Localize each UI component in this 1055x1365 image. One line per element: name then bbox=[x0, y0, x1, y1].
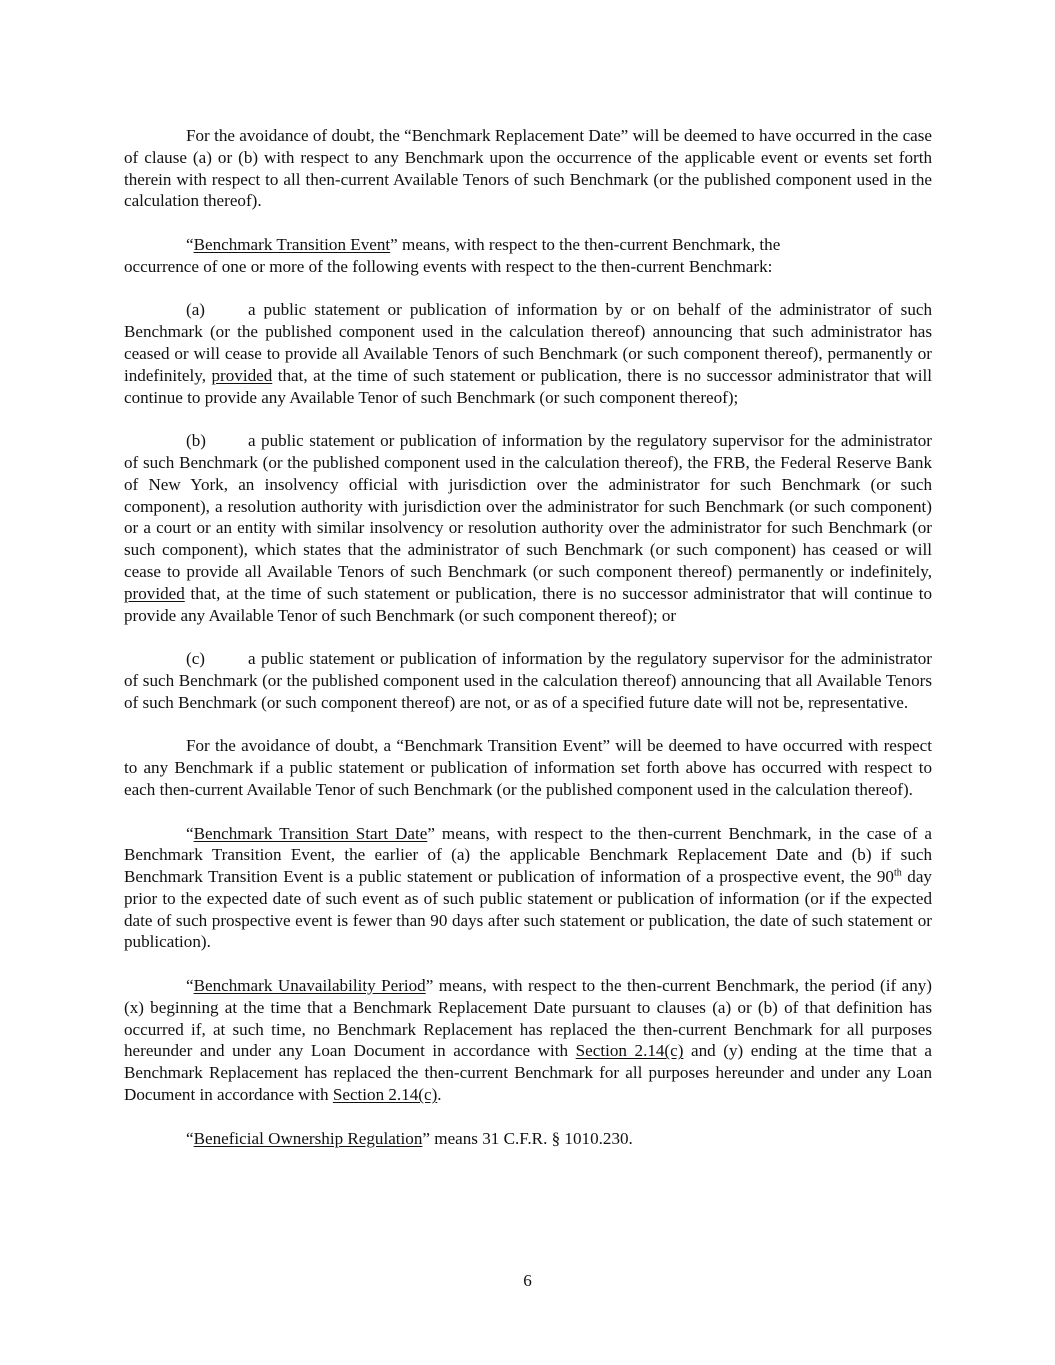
ordinal-superscript: th bbox=[893, 867, 902, 879]
clause-label: (a) bbox=[186, 300, 205, 320]
clause-c: (c) a public statement or publication of information by the regulatory supervisor for the administrator of such Benchmark (or the published component used in the calculation thereof) announcing that all Available Tenors of such Benchmark (or such component thereof) are not, or as of a specified future date will not be, representative. bbox=[124, 649, 932, 712]
page-number: 6 bbox=[523, 1271, 532, 1290]
document-page bbox=[124, 125, 932, 1149]
defined-term: Beneficial Ownership Regulation bbox=[193, 1128, 423, 1148]
clause-label: (b) bbox=[186, 431, 206, 451]
definition-intro-continuation: occurrence of one or more of the following events with respect to the then-current Benchmark: bbox=[124, 256, 773, 276]
paragraph-replacement-date-note: For the avoidance of doubt, the “Benchmark Replacement Date” will be deemed to have occurred in the case of clause (a) or (b) with respect to any Benchmark upon the occurrence of the applicable event or events set forth therein with respect to all then-current Available Tenors of such Benchmark (or the published component used in the calculation thereof). bbox=[124, 126, 932, 211]
definition-benchmark-transition-start-date: “Benchmark Transition Start Date” means, with respect to the then-current Benchmark, in the case of a Benchmark Transition Event, the earlier of (a) the applicable Benchmark Replacement Date and (b) if such Benchmark Transition Event is a public statement or publication of information of a prospective event, the 90th day prior to the expected date of such event as of such public statement or publication of information (or if the expected date of such prospective event is fewer than 90 days after such statement or publication, the date of such statement or publication). bbox=[124, 823, 932, 952]
clause-b: (b) a public statement or publication of information by the regulatory supervisor for the administrator of such Benchmark (or the published component used in the calculation thereof), the FRB, the Federal Reserve Bank of New York, an insolvency official with jurisdiction over the administrator for such Benchmark (or such component), a resolution authority with jurisdiction over the administrator for such Benchmark (or such component) or a court or an entity with similar insolvency or resolution authority over the administrator for such Benchmark (or such component), which states that the administrator of such Benchmark (or such component) has ceased or will cease to provide all Available Tenors of such Benchmark (or such component thereof) permanently or indefinitely, provided that, at the time of such statement or publication, there is no successor administrator that will continue to provide any Available Tenor of such Benchmark (or such component thereof); or bbox=[124, 431, 932, 625]
defined-term: Benchmark Transition Event bbox=[193, 234, 391, 254]
defined-term: Benchmark Unavailability Period bbox=[193, 976, 426, 996]
definition-benchmark-unavailability-period: “Benchmark Unavailability Period” means, with respect to the then-current Benchmark, the period (if any) (x) beginning at the time that a Benchmark Replacement Date pursuant to clauses (a) or (b) of that definition has occurred if, at such time, no Benchmark Replacement has replaced the then-current Benchmark for all purposes hereunder and under any Loan Document in accordance with Section 2.14(c) and (y) ending at the time that a Benchmark Replacement has replaced the then-current Benchmark for all purposes hereunder and under any Loan Document in accordance with Section 2.14(c). bbox=[124, 976, 932, 1105]
provided-term: provided bbox=[211, 365, 273, 385]
section-reference: Section 2.14(c) bbox=[575, 1041, 684, 1061]
definition-benchmark-transition-event bbox=[124, 234, 932, 278]
definition-intro-line: “Benchmark Transition Event” means, with respect to the then-current Benchmark, the bbox=[186, 234, 781, 254]
paragraph-transition-event-note: For the avoidance of doubt, a “Benchmark Transition Event” will be deemed to have occurred with respect to any Benchmark if a public statement or publication of information set forth above has occurred with respect to each then-current Available Tenor of such Benchmark (or the published component used in the calculation thereof). bbox=[124, 736, 932, 799]
provided-term: provided bbox=[124, 583, 185, 603]
clause-label: (c) bbox=[186, 649, 205, 669]
clause-a: (a) a public statement or publication of information by or on behalf of the administrator of such Benchmark (or the published component used in the calculation thereof) announcing that such administrator has ceased or will cease to provide all Available Tenors of such Benchmark (or such component thereof), permanently or indefinitely, provided that, at the time of such statement or publication, there is no successor administrator that will continue to provide any Available Tenor of such Benchmark (or such component thereof); bbox=[124, 300, 932, 407]
defined-term: Benchmark Transition Start Date bbox=[193, 823, 428, 843]
definition-beneficial-ownership-regulation: “Beneficial Ownership Regulation” means 31 C.F.R. § 1010.230. bbox=[186, 1128, 633, 1148]
section-reference: Section 2.14(c) bbox=[332, 1085, 438, 1105]
